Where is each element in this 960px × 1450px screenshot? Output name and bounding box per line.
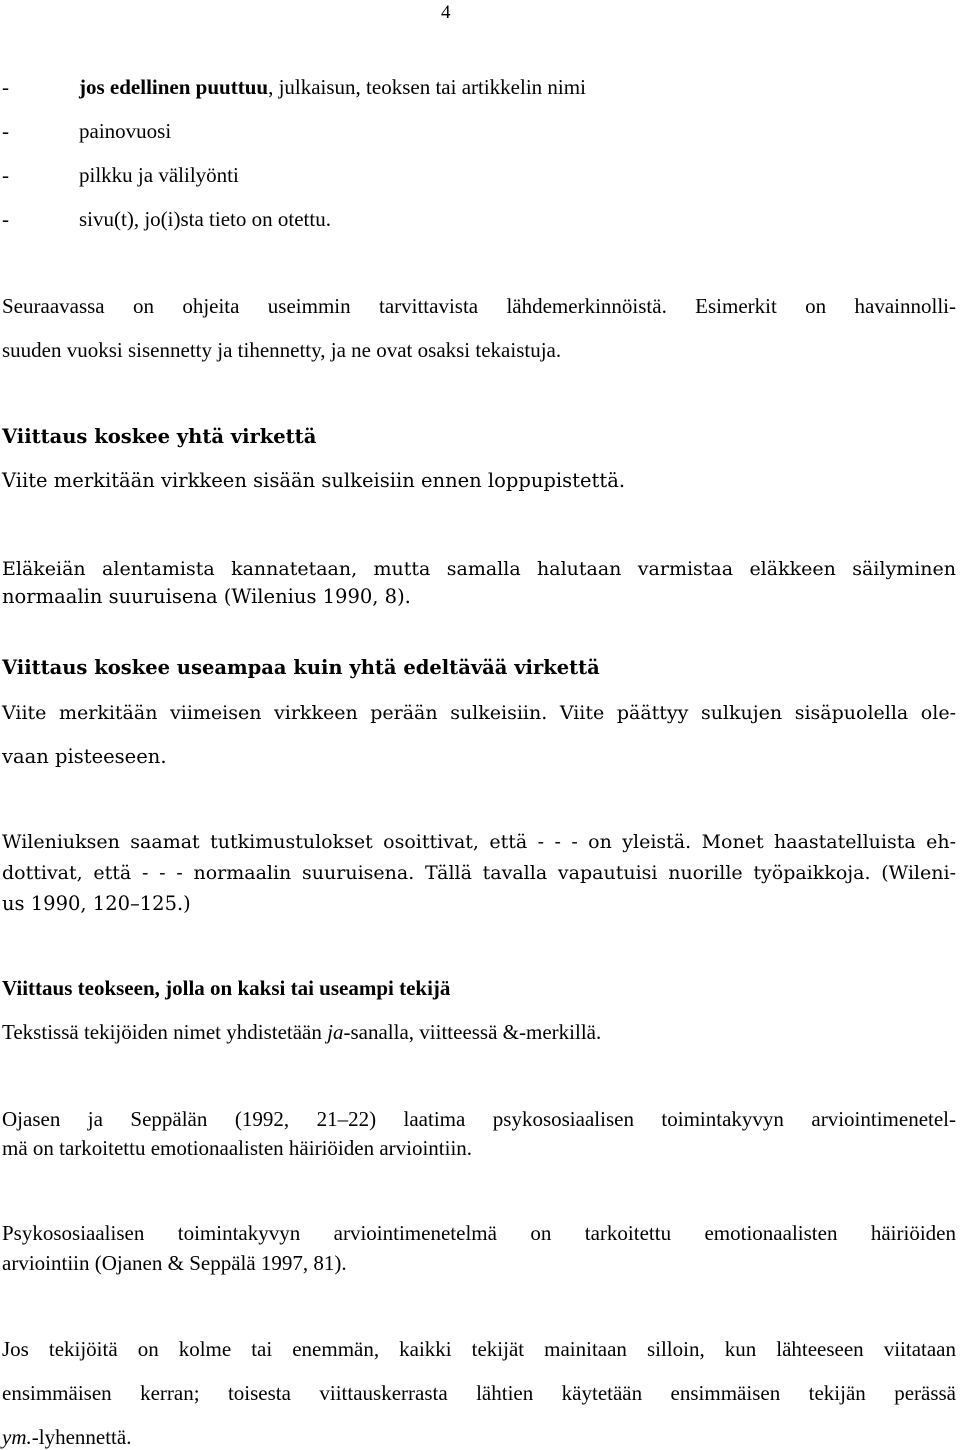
example-line: Eläkeiän alentamista kannatetaan, mutta samalla halutaan varmistaa eläkkeen säilyminen bbox=[2, 558, 956, 580]
example-line: Ojasen ja Seppälän (1992, 21–22) laatima psykososiaalisen toimintakyvyn arviointimenetel- bbox=[2, 1107, 956, 1131]
bullet-bold-text: jos edellinen puuttuu bbox=[79, 75, 269, 99]
example-line: Wileniuksen saamat tutkimustulokset osoittivat, että - - - on yleistä. Monet haastatelluista eh- bbox=[2, 831, 956, 853]
bullet-item bbox=[79, 74, 586, 100]
note-line: Jos tekijöitä on kolme tai enemmän, kaikki tekijät mainitaan silloin, kun lähteeseen viitataan bbox=[2, 1337, 956, 1361]
bullet-dash: - bbox=[2, 207, 9, 231]
rule-text: Viite merkitään virkkeen sisään sulkeisiin ennen loppupistettä. bbox=[2, 469, 626, 492]
bullet-dash: - bbox=[2, 163, 9, 187]
example-line: us 1990, 120–125.) bbox=[2, 892, 191, 915]
note-line bbox=[2, 1424, 131, 1450]
bullet-item: painovuosi bbox=[79, 119, 172, 143]
section-heading: Viittaus koskee yhtä virkettä bbox=[2, 425, 317, 448]
rule-line: vaan pisteeseen. bbox=[2, 745, 167, 768]
bullet-item: pilkku ja välilyönti bbox=[79, 163, 239, 187]
bullet-item: sivu(t), jo(i)sta tieto on otettu. bbox=[79, 207, 331, 231]
example-line: dottivat, että - - - normaalin suuruisena. Tällä tavalla vapautuisi nuorille työpaikkoja. (Wileni- bbox=[2, 862, 956, 884]
rule-text-italic: ja bbox=[327, 1020, 344, 1044]
intro-line: suuden vuoksi sisennetty ja tihennetty, ja ne ovat osaksi tekaistuja. bbox=[2, 338, 562, 362]
intro-line: Seuraavassa on ohjeita useimmin tarvittavista lähdemerkinnöistä. Esimerkit on havainnolli- bbox=[2, 294, 956, 318]
rule-text bbox=[2, 1019, 601, 1045]
example-line: Psykososiaalisen toimintakyvyn arviointimenetelmä on tarkoitettu emotionaalisten häiriöiden bbox=[2, 1221, 956, 1245]
example-line: normaalin suuruisena (Wilenius 1990, 8). bbox=[2, 585, 411, 608]
note-rest: -lyhennettä. bbox=[31, 1425, 132, 1449]
bullet-rest-text: , julkaisun, teoksen tai artikkelin nimi bbox=[268, 75, 586, 99]
page-number: 4 bbox=[441, 2, 451, 23]
bullet-dash: - bbox=[2, 119, 9, 143]
rule-text-before: Tekstissä tekijöiden nimet yhdistetään bbox=[2, 1020, 328, 1044]
bullet-dash: - bbox=[2, 75, 9, 99]
section-heading: Viittaus teokseen, jolla on kaksi tai useampi tekijä bbox=[2, 976, 451, 1000]
note-italic: ym. bbox=[2, 1425, 32, 1449]
example-line: arviointiin (Ojanen & Seppälä 1997, 81). bbox=[2, 1251, 347, 1275]
example-line: mä on tarkoitettu emotionaalisten häiriöiden arviointiin. bbox=[2, 1136, 473, 1160]
note-line: ensimmäisen kerran; toisesta viittauskerrasta lähtien käytetään ensimmäisen tekijän perässä bbox=[2, 1381, 956, 1405]
rule-text-after: -sanalla, viitteessä &-merkillä. bbox=[343, 1020, 602, 1044]
section-heading: Viittaus koskee useampaa kuin yhtä edeltävää virkettä bbox=[2, 656, 600, 679]
rule-line: Viite merkitään viimeisen virkkeen perään sulkeisiin. Viite päättyy sulkujen sisäpuolella ole- bbox=[2, 702, 956, 724]
